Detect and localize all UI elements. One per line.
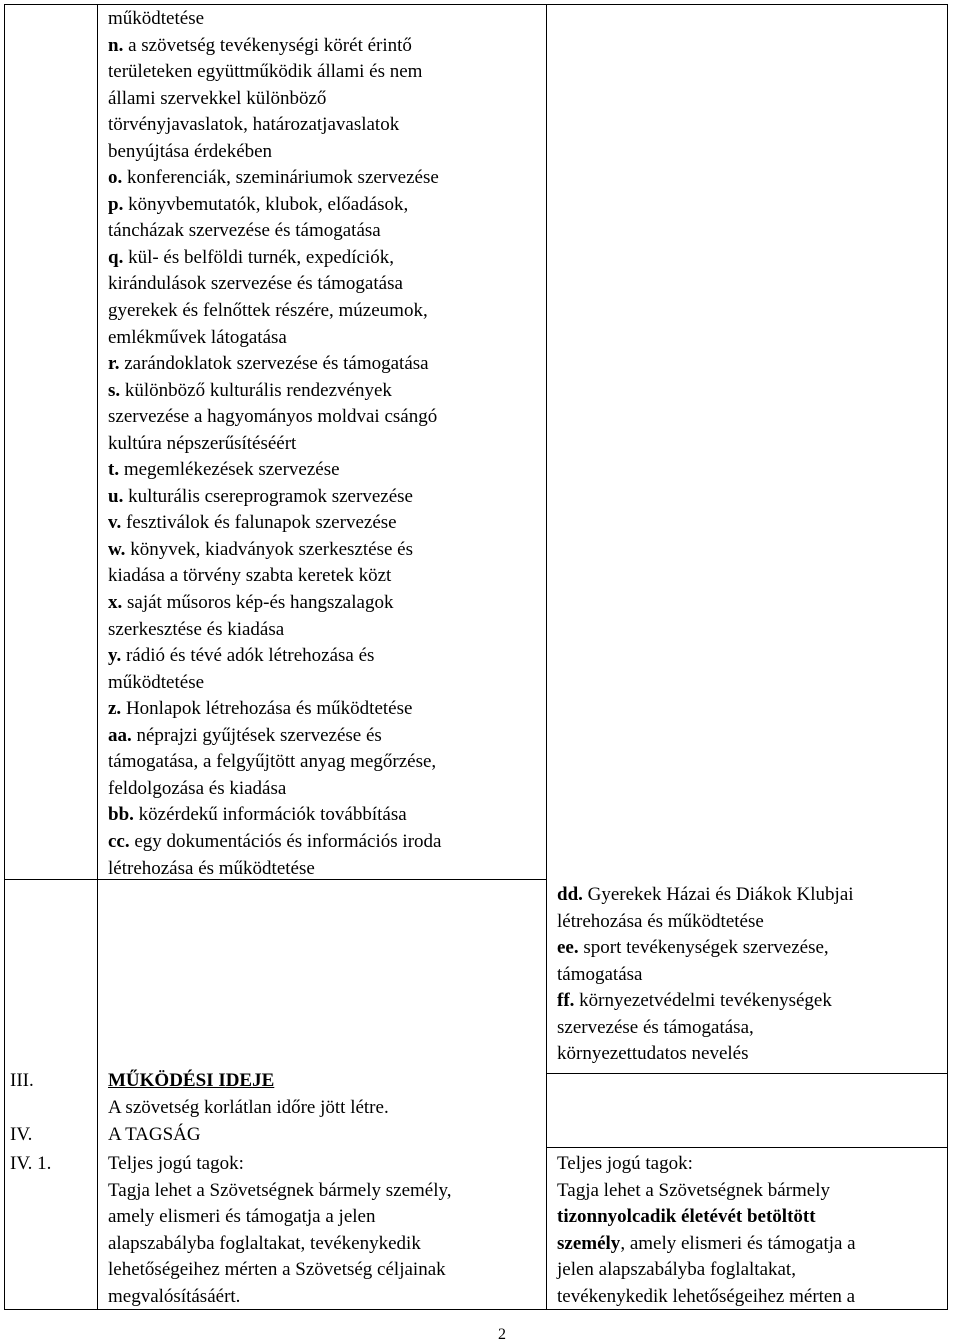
left-list-item-text: területeken együttműködik állami és nem: [108, 61, 423, 83]
right-list-line: [557, 1041, 854, 1068]
left-list-line: [108, 617, 441, 644]
left-list-item-text: működtetése: [108, 8, 205, 29]
left-list-item-text: emlékművek látogatása: [108, 326, 287, 348]
activity-list-left: [108, 6, 441, 882]
left-list-item-label: w.: [108, 538, 126, 560]
left-list-line: [108, 325, 441, 352]
left-list-item-text: feldolgozása és kiadása: [108, 777, 287, 799]
left-list-line: [108, 856, 441, 883]
section-iv1-right-line-4: jelen alapszabályba foglaltakat,: [557, 1259, 796, 1281]
right-list-item-label: ee.: [557, 937, 579, 959]
left-list-item-text: kultúra népszerűsítéséért: [108, 432, 297, 454]
section-iv1-left-line: megvalósításáért.: [108, 1285, 241, 1307]
section-iv1-right-content: [557, 1151, 856, 1310]
left-list-item-text: táncházak szervezése és támogatása: [108, 220, 381, 242]
left-list-item-text: néprajzi gyűjtések szervezése és: [136, 724, 382, 746]
section-iv1-right-line-3-rest: , amely elismeri és támogatja a: [620, 1232, 856, 1254]
table-border-top: [4, 4, 948, 5]
left-list-line: [108, 112, 441, 139]
left-list-item-text: kiadása a törvény szabta keretek közt: [108, 565, 392, 587]
left-list-item-text: közérdekű információk továbbítása: [138, 804, 407, 826]
left-list-item-label: u.: [108, 485, 124, 507]
left-list-item-label: v.: [108, 512, 122, 534]
row-divider-right-2: [546, 1147, 948, 1148]
activity-list-right: [557, 882, 854, 1068]
right-list-item-text: környezetvédelmi tevékenységek: [579, 990, 832, 1012]
left-list-line: [108, 776, 441, 803]
left-list-item-text: gyerekek és felnőttek részére, múzeumok,: [108, 300, 428, 322]
section-iv1-right-line-3: [557, 1231, 856, 1258]
left-list-item-text: kulturális csereprogramok szervezése: [128, 485, 413, 507]
section-iii-heading: MŰKÖDÉSI IDEJE: [108, 1070, 275, 1091]
left-list-line: [108, 139, 441, 166]
left-list-line: [108, 218, 441, 245]
left-list-item-text: szervezése a hagyományos moldvai csángó: [108, 406, 438, 428]
left-list-item-text: működtetése: [108, 671, 205, 693]
left-list-line: [108, 643, 441, 670]
right-list-line: [557, 988, 854, 1015]
right-list-line: [557, 962, 854, 989]
table-border-left: [4, 4, 5, 1310]
left-list-line: [108, 33, 441, 60]
left-list-item-label: n.: [108, 34, 124, 56]
section-iii-number: III.: [10, 1070, 34, 1091]
left-list-item-label: cc.: [108, 830, 130, 852]
right-list-item-text: sport tevékenységek szervezése,: [583, 937, 829, 959]
left-list-line: [108, 165, 441, 192]
left-list-item-text: konferenciák, szemináriumok szervezése: [127, 167, 439, 189]
left-list-line: [108, 86, 441, 113]
section-iv1-right-line-1: Tagja lehet a Szövetségnek bármely: [557, 1179, 831, 1201]
section-iv1-right-title: Teljes jogú tagok:: [557, 1153, 693, 1174]
left-list-line: [108, 245, 441, 272]
section-iv1-right-line-3-bold: személy: [557, 1232, 621, 1254]
left-list-item-text: kirándulások szervezése és támogatása: [108, 273, 403, 295]
left-list-line: [108, 298, 441, 325]
left-list-line: [108, 378, 441, 405]
section-iii-content: [108, 1068, 389, 1121]
left-list-line: [108, 802, 441, 829]
left-list-item-label: o.: [108, 167, 123, 189]
left-list-line: [108, 431, 441, 458]
left-list-item-text: fesztiválok és falunapok szervezése: [125, 512, 397, 534]
row-divider-right-1: [546, 1073, 948, 1074]
left-list-line: [108, 6, 441, 33]
left-list-line: [108, 696, 441, 723]
section-iv1-left-line: alapszabályba foglaltakat, tevékenykedik: [108, 1232, 421, 1254]
left-list-item-label: x.: [108, 592, 123, 614]
section-iii-text: A szövetség korlátlan időre jött létre.: [108, 1096, 389, 1118]
left-list-item-text: támogatása, a felgyűjtött anyag megőrzése,: [108, 751, 437, 773]
section-iv1-right-line-5: tevékenykedik lehetőségeihez mérten a: [557, 1285, 856, 1307]
left-list-item-text: könyvbemutatók, klubok, előadások,: [128, 193, 409, 215]
section-iv1-left-line: amely elismeri és támogatja a jelen: [108, 1206, 376, 1228]
right-list-item-text: létrehozása és működtetése: [557, 910, 764, 932]
left-list-line: [108, 723, 441, 750]
left-list-line: [108, 271, 441, 298]
left-list-line: [108, 563, 441, 590]
left-list-item-label: p.: [108, 193, 124, 215]
left-list-item-label: y.: [108, 645, 122, 667]
left-list-item-text: Honlapok létrehozása és működtetése: [125, 698, 413, 720]
left-list-line: [108, 484, 441, 511]
left-list-item-text: megemlékezések szervezése: [123, 459, 340, 481]
left-list-item-text: különböző kulturális rendezvények: [124, 379, 392, 401]
section-iv1-left-line: lehetőségeihez mérten a Szövetség céljainak: [108, 1259, 446, 1281]
section-iv-number: IV.: [10, 1124, 33, 1145]
left-list-line: [108, 192, 441, 219]
left-list-item-text: kül- és belföldi turnék, expedíciók,: [128, 246, 395, 268]
left-list-item-text: könyvek, kiadványok szerkesztése és: [130, 538, 413, 560]
left-list-item-text: saját műsoros kép-és hangszalagok: [127, 592, 394, 614]
left-list-item-text: állami szervekkel különböző: [108, 87, 327, 109]
left-list-item-label: q.: [108, 246, 124, 268]
table-border-right: [947, 4, 948, 1310]
left-list-line: [108, 457, 441, 484]
left-list-item-text: rádió és tévé adók létrehozása és: [125, 645, 375, 667]
left-list-line: [108, 404, 441, 431]
left-list-item-text: a szövetség tevékenységi körét érintő: [128, 34, 412, 56]
left-list-line: [108, 590, 441, 617]
table-divider-2: [546, 4, 547, 1310]
right-list-line: [557, 882, 854, 909]
left-list-line: [108, 829, 441, 856]
right-list-item-label: ff.: [557, 990, 575, 1012]
left-list-line: [108, 749, 441, 776]
section-iv-heading: A TAGSÁG: [108, 1124, 201, 1145]
left-list-item-label: t.: [108, 459, 120, 481]
section-iv1-number: IV. 1.: [10, 1153, 52, 1174]
left-list-item-text: benyújtása érdekében: [108, 140, 273, 162]
left-list-item-label: bb.: [108, 804, 134, 826]
right-list-item-text: szervezése és támogatása,: [557, 1016, 754, 1038]
right-list-item-text: támogatása: [557, 963, 643, 985]
left-list-item-label: s.: [108, 379, 121, 401]
left-list-item-label: r.: [108, 353, 120, 375]
left-list-item-label: aa.: [108, 724, 132, 746]
left-list-item-text: szerkesztése és kiadása: [108, 618, 285, 640]
page-number: 2: [498, 1326, 506, 1343]
left-list-item-text: létrehozása és működtetése: [108, 857, 315, 879]
section-iv1-right-line-2: tizonnyolcadik életévét betöltött: [557, 1206, 816, 1228]
left-list-item-text: törvényjavaslatok, határozatjavaslatok: [108, 114, 400, 136]
left-list-line: [108, 510, 441, 537]
right-list-line: [557, 909, 854, 936]
table-divider-1: [97, 4, 98, 1310]
section-iv1-left-line: Tagja lehet a Szövetségnek bármely személy,: [108, 1179, 452, 1201]
left-list-line: [108, 59, 441, 86]
left-list-line: [108, 670, 441, 697]
left-list-item-text: egy dokumentációs és információs iroda: [134, 830, 442, 852]
left-list-item-text: zarándoklatok szervezése és támogatása: [124, 353, 429, 375]
right-list-line: [557, 1015, 854, 1042]
left-list-line: [108, 537, 441, 564]
right-list-item-text: Gyerekek Házai és Diákok Klubjai: [587, 884, 854, 905]
section-iv1-left-title: Teljes jogú tagok:: [108, 1153, 244, 1174]
left-list-line: [108, 351, 441, 378]
section-iv1-left-content: [108, 1151, 452, 1310]
right-list-line: [557, 935, 854, 962]
left-list-item-label: z.: [108, 698, 122, 720]
right-list-item-text: környezettudatos nevelés: [557, 1043, 749, 1065]
right-list-item-label: dd.: [557, 884, 583, 905]
